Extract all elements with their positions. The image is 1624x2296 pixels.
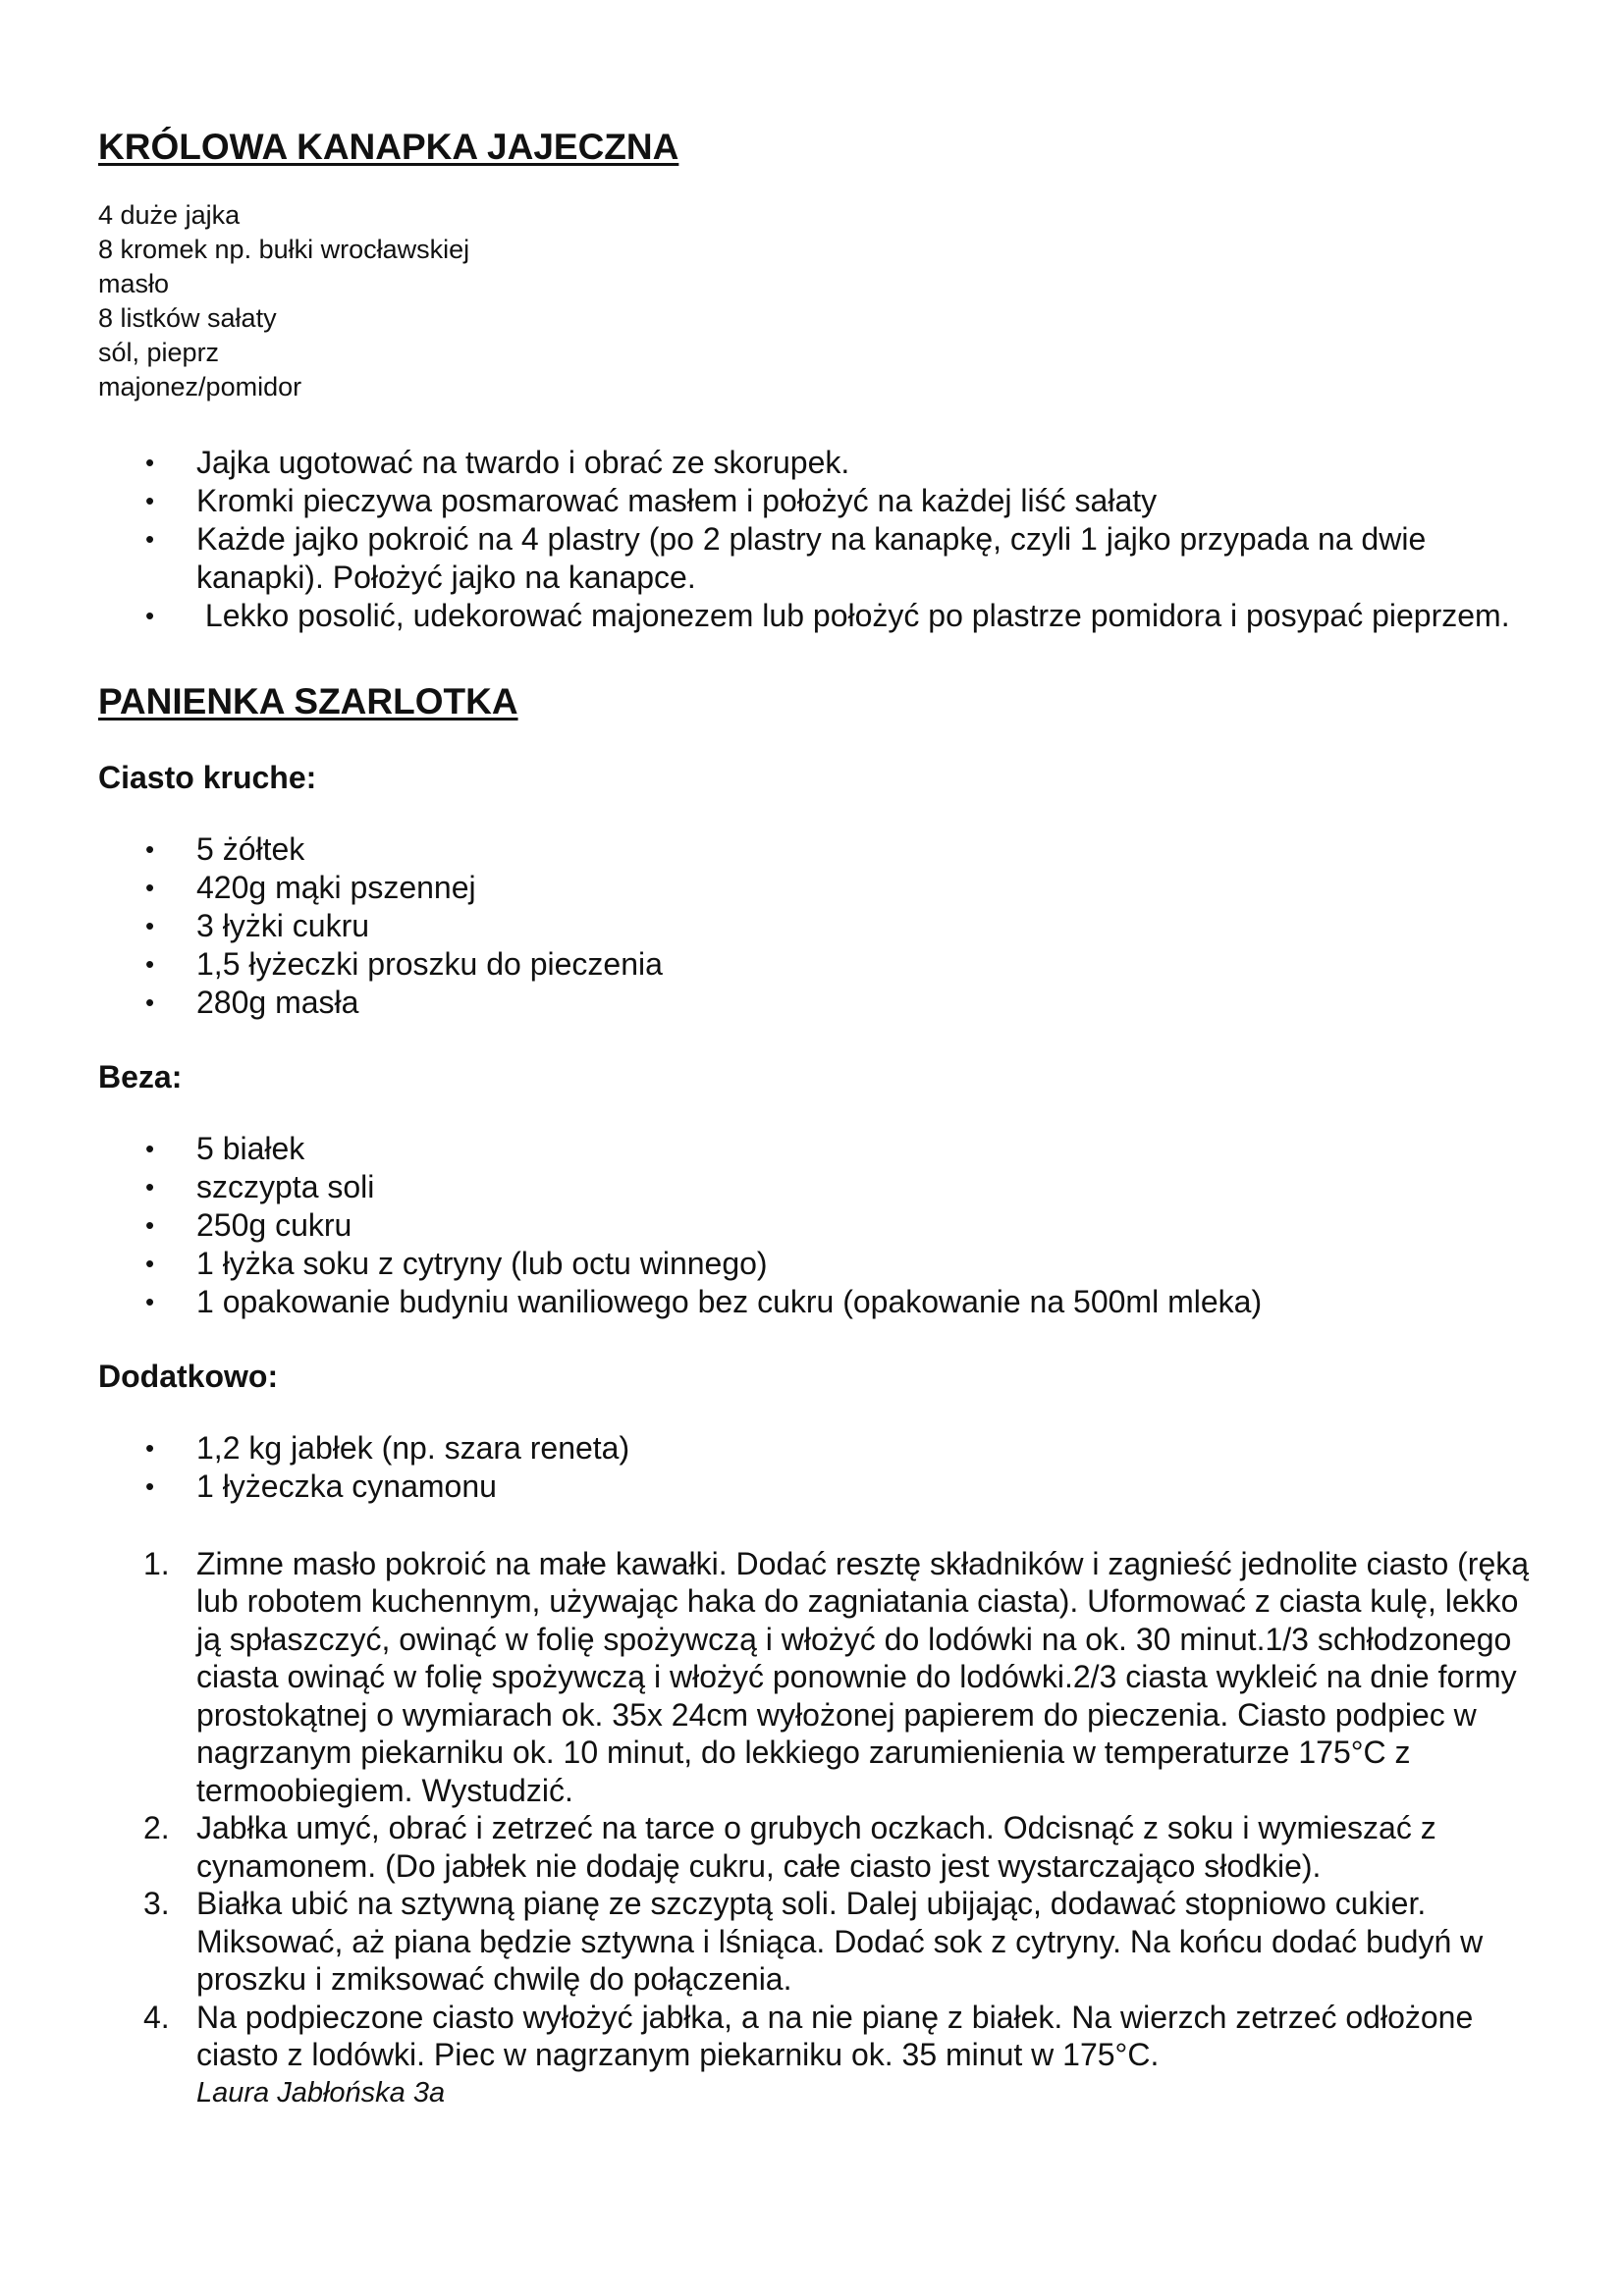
ingredient: 8 listków sałaty (98, 303, 277, 334)
numbered-step: 3. Białka ubić na sztywną pianę ze szczyptą soli. Dalej ubijając, dodawać stopniowo cukier. Miksować, aż piana będzie sztywna i lśniąca. Dodać sok z cytryny. Na końcu dodać budyń w proszku i zmiksować chwilę do połączenia. (143, 1886, 1484, 1998)
list-item: • 1 opakowanie budyniu waniliowego bez cukru (opakowanie na 500ml mleka) (98, 1283, 1532, 1321)
list-item: • 1,5 łyżeczki proszku do pieczenia (98, 945, 1532, 984)
extra-heading: Dodatkowo: (98, 1358, 279, 1394)
recipe1-ingredients (98, 198, 1532, 404)
author-signature: Laura Jabłońska 3a (196, 2076, 446, 2109)
recipe1-title: KRÓLOWA KANAPKA JAJECZNA (98, 127, 679, 167)
recipe1-steps (98, 444, 1532, 635)
dough-list (98, 830, 1532, 1022)
list-item: • 1,2 kg jabłek (np. szara reneta) (98, 1429, 1532, 1468)
recipe2-title: PANIENKA SZARLOTKA (98, 681, 518, 722)
recipe2-steps (98, 1545, 1532, 2074)
document-page (98, 126, 1532, 2111)
dough-heading: Ciasto kruche: (98, 759, 317, 795)
ingredient: majonez/pomidor (98, 372, 302, 402)
extra-list (98, 1429, 1532, 1506)
list-item: • szczypta soli (98, 1168, 1532, 1206)
list-item: • 3 łyżki cukru (98, 907, 1532, 945)
meringue-heading: Beza: (98, 1058, 183, 1095)
list-item: • 1 łyżeczka cynamonu (98, 1468, 1532, 1506)
list-item: • Lekko posolić, udekorować majonezem lub położyć po plastrze pomidora i posypać pieprzem. (98, 597, 1532, 635)
meringue-list (98, 1130, 1532, 1321)
ingredient: masło (98, 269, 170, 299)
list-item: • 5 żółtek (98, 830, 1532, 869)
ingredient: sól, pieprz (98, 338, 220, 368)
numbered-step: 2. Jabłka umyć, obrać i zetrzeć na tarce o grubych oczkach. Odcisnąć z soku i wymieszać z cynamonem. (Do jabłek nie dodaję cukru, całe ciasto jest wystarczająco słodkie). (143, 1810, 1436, 1884)
list-item: • Każde jajko pokroić na 4 plastry (po 2 plastry na kanapkę, czyli 1 jajko przypada na dwie kanapki). Położyć jajko na kanapce. (98, 520, 1532, 597)
list-item: • 420g mąki pszennej (98, 869, 1532, 907)
numbered-step: 4. Na podpieczone ciasto wyłożyć jabłka, a na nie pianę z białek. Na wierzch zetrzeć odłożone ciasto z lodówki. Piec w nagrzanym piekarniku ok. 35 minut w 175°C. (143, 1999, 1474, 2073)
list-item: • 5 białek (98, 1130, 1532, 1168)
numbered-step: 1. Zimne masło pokroić na małe kawałki. Dodać resztę składników i zagnieść jednolite ciasto (ręką lub robotem kuchennym, używając haka do zagniatania ciasta). Uformować z ciasta kulę, lekko ją spłaszczyć, owinąć w folię spożywczą i włożyć do lodówki na ok. 30 minut.1/3 schłodzonego ciasta owinąć w folię spożywczą i włożyć ponownie do lodówki.2/3 ciasta wykleić na dnie formy prostokątnej o wymiarach ok. 35x 24cm wyłożonej papierem do pieczenia. Ciasto podpiec w nagrzanym piekarniku ok. 10 minut, do lekkiego zarumienienia w temperaturze 175°C z termoobiegiem. Wystudzić. (143, 1545, 1530, 1808)
ingredient: 4 duże jajka (98, 200, 241, 231)
ingredient: 8 kromek np. bułki wrocławskiej (98, 235, 470, 265)
list-item: • 250g cukru (98, 1206, 1532, 1245)
list-item: • Kromki pieczywa posmarować masłem i położyć na każdej liść sałaty (98, 482, 1532, 520)
list-item: • Jajka ugotować na twardo i obrać ze skorupek. (98, 444, 1532, 482)
list-item: • 1 łyżka soku z cytryny (lub octu winnego) (98, 1245, 1532, 1283)
list-item: • 280g masła (98, 984, 1532, 1022)
